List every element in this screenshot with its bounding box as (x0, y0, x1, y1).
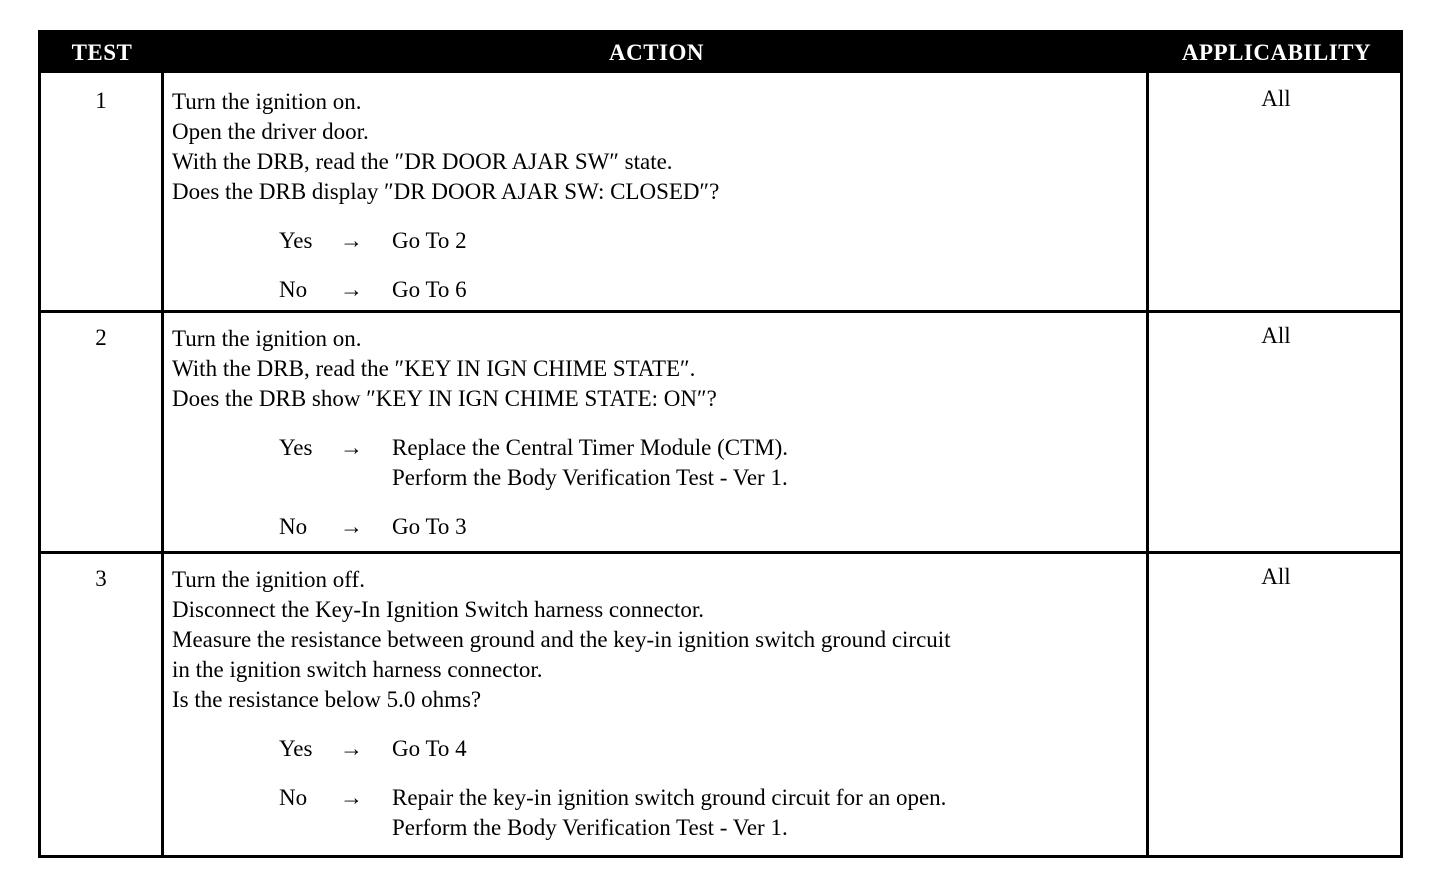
table-header (41, 33, 1400, 73)
no-branch (172, 783, 1142, 843)
action-step: Turn the ignition on. (172, 89, 362, 114)
branch-result (392, 783, 1142, 843)
test-number: 2 (95, 325, 107, 350)
no-label: No (279, 277, 308, 302)
action-step: With the DRB, read the ″DR DOOR AJAR SW″ state. (172, 149, 673, 174)
action-cell (172, 324, 1142, 542)
action-step: Disconnect the Key-In Ignition Switch harness connector. (172, 597, 705, 622)
yes-branch (172, 433, 1142, 493)
action-cell (172, 87, 1142, 305)
action-step: Open the driver door. (172, 119, 369, 144)
action-step: Turn the ignition on. (172, 326, 362, 351)
arrow-icon: → (340, 277, 363, 302)
no-branch (172, 275, 1142, 305)
applicability-cell: All (1261, 564, 1291, 589)
arrow-icon: → (340, 736, 363, 761)
table-row (41, 76, 1400, 310)
action-step: Is the resistance below 5.0 ohms? (172, 687, 482, 712)
arrow-icon: → (340, 785, 363, 810)
result-line: Perform the Body Verification Test - Ver 1. (392, 465, 788, 490)
action-step: Does the DRB display ″DR DOOR AJAR SW: CLOSED″? (172, 179, 720, 204)
action-step: With the DRB, read the ″KEY IN IGN CHIME STATE″. (172, 356, 696, 381)
applicability-cell: All (1261, 86, 1291, 111)
action-cell (172, 565, 1142, 843)
branch-result (392, 433, 1142, 493)
branch-result (392, 226, 1142, 256)
branch-result (392, 734, 1142, 764)
result-line: Go To 6 (392, 277, 467, 302)
result-line: Perform the Body Verification Test - Ver 1. (392, 815, 788, 840)
header-test: TEST (71, 40, 133, 65)
no-branch (172, 512, 1142, 542)
result-line: Go To 4 (392, 736, 467, 761)
yes-branch (172, 226, 1142, 256)
branch-result (392, 275, 1142, 305)
applicability-cell: All (1261, 323, 1291, 348)
table-row (41, 313, 1400, 551)
table-row (41, 554, 1400, 854)
arrow-icon: → (340, 228, 363, 253)
action-step: Measure the resistance between ground and the key-in ignition switch ground circuit (172, 627, 951, 652)
arrow-icon: → (340, 514, 363, 539)
no-label: No (279, 514, 308, 539)
action-step: Turn the ignition off. (172, 567, 365, 592)
branch-result (392, 512, 1142, 542)
diagnostic-table (38, 30, 1403, 858)
result-line: Repair the key-in ignition switch ground circuit for an open. (392, 785, 947, 810)
result-line: Go To 3 (392, 514, 467, 539)
result-line: Go To 2 (392, 228, 467, 253)
result-line: Replace the Central Timer Module (CTM). (392, 435, 789, 460)
yes-branch (172, 734, 1142, 764)
action-step: Does the DRB show ″KEY IN IGN CHIME STATE: ON″? (172, 386, 717, 411)
header-applicability: APPLICABILITY (1181, 40, 1372, 65)
header-action: ACTION (608, 40, 704, 65)
yes-label: Yes (279, 228, 313, 253)
action-step: in the ignition switch harness connector. (172, 657, 543, 682)
yes-label: Yes (279, 736, 313, 761)
test-number: 1 (95, 88, 107, 113)
test-number: 3 (95, 566, 107, 591)
arrow-icon: → (340, 435, 363, 460)
yes-label: Yes (279, 435, 313, 460)
no-label: No (279, 785, 308, 810)
